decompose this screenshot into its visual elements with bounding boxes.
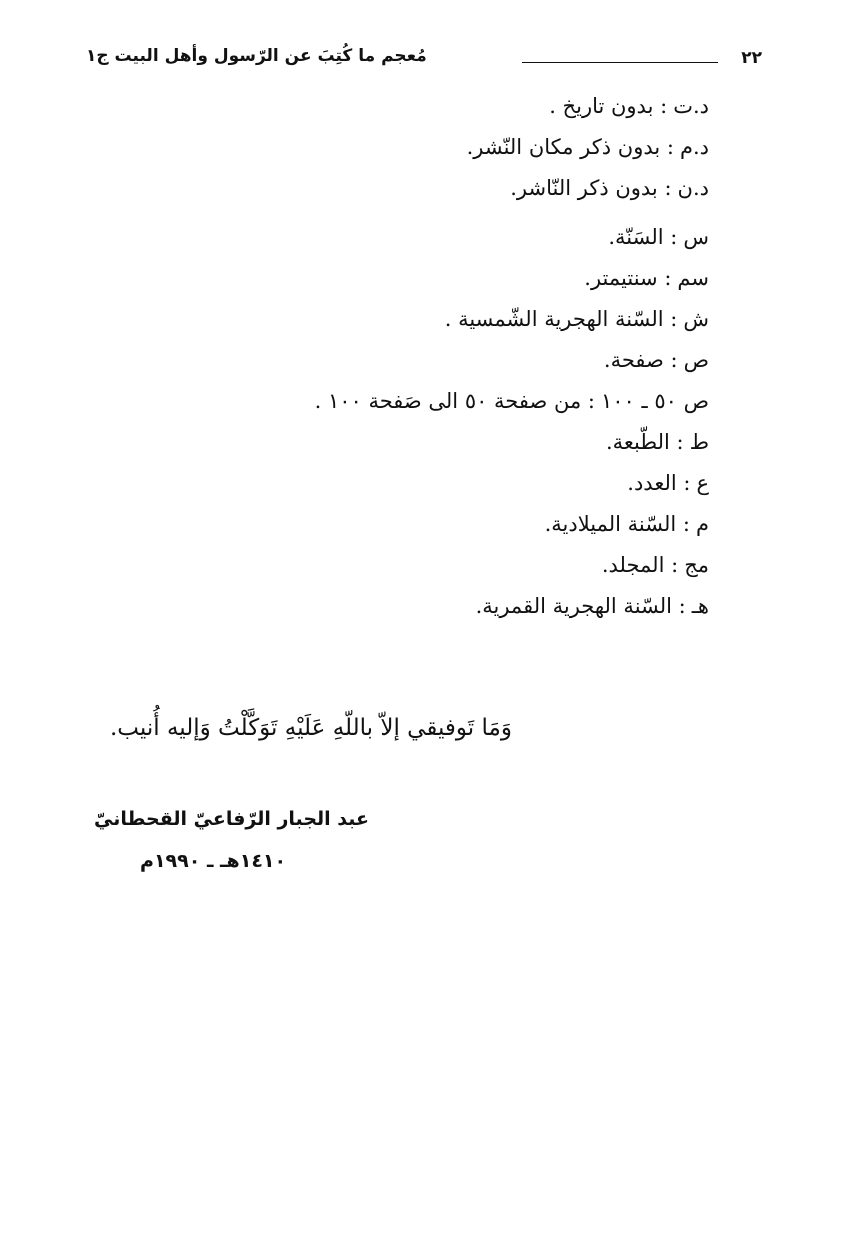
abbreviation-meaning: السَنّة. — [608, 225, 664, 249]
running-title: مُعجم ما كُتِبَ عن الرّسول وأهل البيت ج١ — [86, 46, 427, 66]
abbreviation-key: د.ن — [677, 176, 709, 200]
abbreviation-item — [149, 545, 709, 586]
abbreviation-key: مج — [684, 553, 709, 577]
abbreviation-item — [149, 340, 709, 381]
abbreviation-meaning: السّنة الهجرية القمرية. — [475, 594, 672, 618]
page-header — [80, 44, 770, 80]
abbreviation-key: د.م — [679, 135, 709, 159]
abbreviation-colon: : — [660, 135, 674, 159]
abbreviation-item — [149, 422, 709, 463]
abbreviation-meaning: من صفحة ٥٠ الى صَفحة ١٠٠ . — [314, 389, 582, 413]
abbreviation-key: هـ — [691, 594, 709, 618]
abbreviation-key: ع — [696, 471, 709, 495]
abbreviation-item — [149, 381, 709, 422]
abbreviation-meaning: السّنة الميلادية. — [544, 512, 677, 536]
abbreviation-meaning: صفحة. — [603, 348, 664, 372]
abbreviation-item — [149, 586, 709, 627]
abbreviation-colon: : — [676, 471, 691, 495]
abbreviation-meaning: العدد. — [627, 471, 677, 495]
abbreviation-key: ص ٥٠ ـ ١٠٠ — [601, 389, 709, 413]
abbreviation-colon: : — [657, 176, 672, 200]
abbreviation-colon: : — [663, 307, 678, 331]
abbreviation-item — [149, 463, 709, 504]
abbreviation-item — [149, 504, 709, 545]
abbreviation-key: ط — [689, 430, 709, 454]
abbreviation-key: ش — [683, 307, 709, 331]
abbreviations-list — [149, 86, 709, 627]
page-number: ٢٢ — [741, 48, 762, 68]
abbreviation-key: س — [683, 225, 709, 249]
closing-verse: وَمَا تَوفيقي إلاّ باللّهِ عَلَيْهِ تَوَكَّلْتُ وَإليه أُنيب. — [110, 715, 512, 741]
abbreviation-item — [149, 168, 709, 209]
abbreviation-meaning: الطّبعة. — [605, 430, 670, 454]
abbreviation-key: م — [695, 512, 709, 536]
abbreviation-key: د.ت — [673, 94, 709, 118]
abbreviation-colon: : — [653, 94, 668, 118]
abbreviation-key: سم — [677, 266, 709, 290]
abbreviation-meaning: بدون ذكر النّاشر. — [510, 176, 658, 200]
abbreviation-item — [149, 127, 709, 168]
abbreviation-key: ص — [683, 348, 709, 372]
abbreviation-meaning: المجلد. — [601, 553, 665, 577]
signature-date: ١٤١٠هـ ـ ١٩٩٠م — [140, 850, 287, 872]
header-rule — [522, 62, 718, 63]
abbreviation-colon: : — [672, 594, 686, 618]
abbreviation-meaning: السّنة الهجرية الشّمسية . — [444, 307, 664, 331]
abbreviation-item — [149, 299, 709, 340]
abbreviation-meaning: سنتيمتر. — [584, 266, 658, 290]
abbreviation-colon: : — [663, 225, 678, 249]
abbreviation-colon: : — [657, 266, 672, 290]
abbreviation-meaning: بدون ذكر مكان النّشر. — [466, 135, 661, 159]
abbreviation-colon: : — [581, 389, 595, 413]
abbreviation-colon: : — [664, 553, 679, 577]
abbreviation-colon: : — [669, 430, 684, 454]
abbreviation-item — [149, 86, 709, 127]
abbreviation-meaning: بدون تاريخ . — [549, 94, 654, 118]
abbreviation-item — [149, 258, 709, 299]
abbreviation-item — [149, 217, 709, 258]
abbreviation-colon: : — [663, 348, 678, 372]
abbreviation-colon: : — [676, 512, 690, 536]
author-signature: عبد الجبار الرّفاعيّ القحطانيّ — [94, 808, 369, 830]
